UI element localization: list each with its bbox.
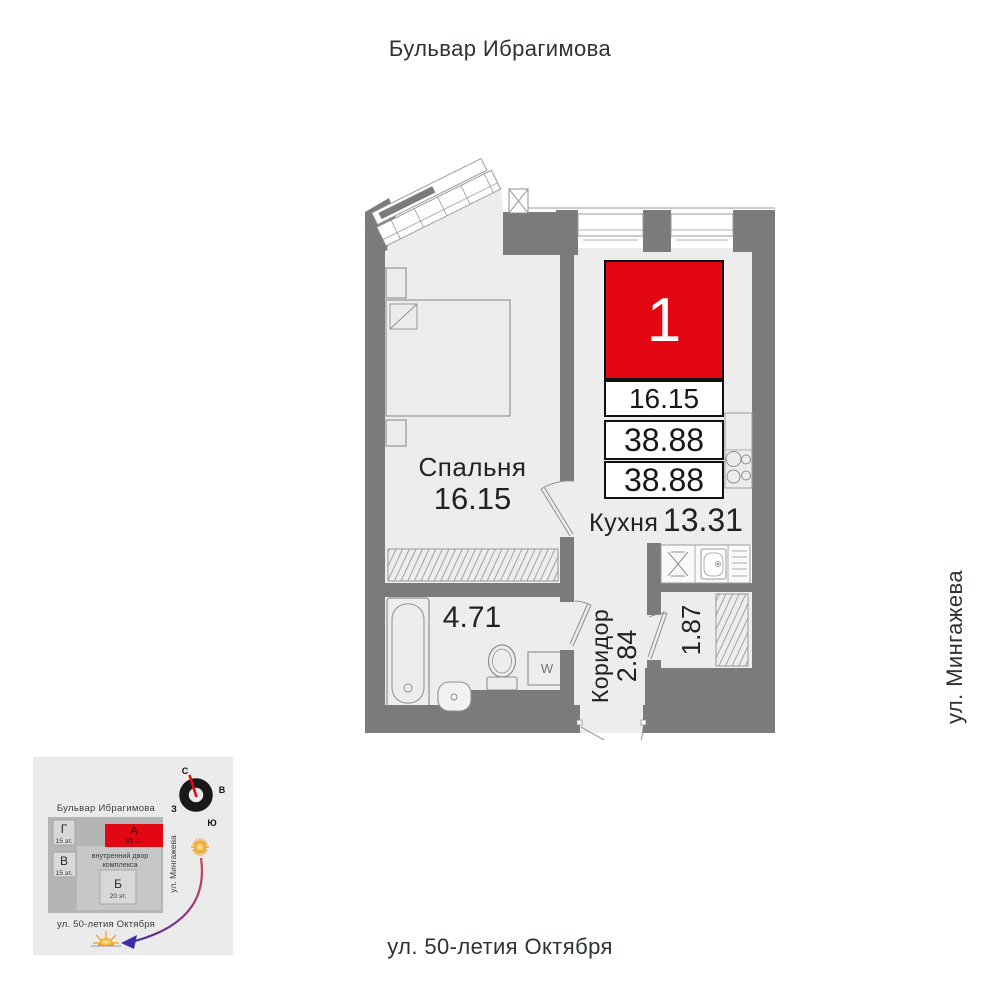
compass-south: Ю xyxy=(207,818,217,828)
bedroom-name: Спальня xyxy=(418,452,527,482)
courtyard-label-line1: внутренний двор xyxy=(91,851,149,860)
building-a xyxy=(105,824,163,847)
building-floors: 33 эт. xyxy=(125,838,143,845)
nightstand-icon xyxy=(386,268,406,298)
arrowhead-icon xyxy=(121,935,137,949)
compass-west: З xyxy=(171,804,177,814)
building-g xyxy=(53,820,75,845)
corridor-area: 2.84 xyxy=(611,629,642,683)
building-floors: 20 эт. xyxy=(109,893,127,900)
compass-north: С xyxy=(181,766,189,776)
nightstand-icon xyxy=(386,420,406,446)
sunset-icon xyxy=(91,931,121,946)
building-name: В xyxy=(59,854,69,868)
minimap-street-right: ул. Мингажева xyxy=(168,835,178,893)
compass-east: В xyxy=(218,785,226,795)
street-label-top: Бульвар Ибрагимова xyxy=(388,36,612,61)
area-row: 16.15 xyxy=(604,380,724,417)
corridor-name: Коридор xyxy=(586,608,613,704)
building-b xyxy=(100,870,136,904)
kitchen-counter xyxy=(661,545,750,583)
cross-brace-icon xyxy=(509,189,528,213)
area-row: 38.88 xyxy=(604,461,724,499)
kitchen-area: 13.31 xyxy=(662,502,743,538)
unit-number: 1 xyxy=(646,285,682,355)
wardrobe-hatch-storage xyxy=(716,594,748,666)
street-label-right: ул. Мингажева xyxy=(942,570,967,724)
courtyard-label-line2: комплекса xyxy=(102,860,138,869)
washer-label: W xyxy=(540,661,554,676)
sink-icon xyxy=(701,549,726,579)
bath-sink-icon xyxy=(438,682,471,711)
building-name: Б xyxy=(114,877,122,891)
building-floors: 15 эт. xyxy=(55,870,73,877)
building-floors: 15 эт. xyxy=(55,838,73,845)
bathroom-area-label: 4.71 xyxy=(442,601,502,634)
sun-icon xyxy=(191,838,209,856)
wardrobe-hatch-bedroom xyxy=(388,549,558,581)
compass-icon xyxy=(171,766,226,828)
unit-number-badge[interactable] xyxy=(604,260,724,380)
minimap-street-top: Бульвар Ибрагимова xyxy=(56,803,156,814)
toilet-icon xyxy=(487,645,517,690)
minimap-street-bottom: ул. 50-летия Октября xyxy=(57,919,155,930)
street-label-bottom: ул. 50-летия Октября xyxy=(387,934,613,959)
bedroom-area: 16.15 xyxy=(433,481,512,516)
building-name: А xyxy=(130,825,138,837)
kitchen-name: Кухня xyxy=(589,509,659,537)
area-row: 38.88 xyxy=(604,420,724,460)
bedroom-label xyxy=(375,452,570,516)
corridor-label xyxy=(585,571,643,741)
kitchen-label xyxy=(580,502,752,539)
site-minimap xyxy=(33,757,233,955)
building-name: Г xyxy=(60,822,68,836)
building-v xyxy=(53,852,76,877)
building-complex xyxy=(48,817,163,913)
stove-icon xyxy=(725,413,752,488)
storage-area-label: 1.87 xyxy=(676,604,706,656)
minimap-drawing xyxy=(33,757,233,955)
